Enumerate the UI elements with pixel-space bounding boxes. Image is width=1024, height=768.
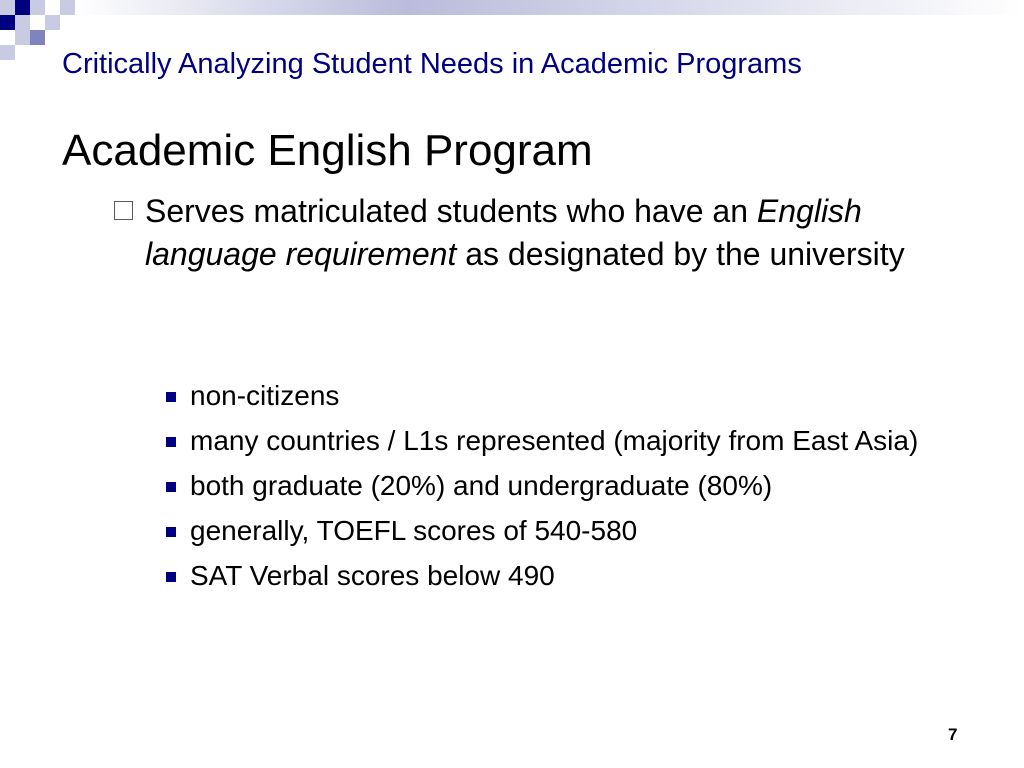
sub-bullet-list xyxy=(166,377,956,602)
main-text-emphasis: English language requirement xyxy=(145,193,862,272)
square-bullet-icon xyxy=(166,482,176,492)
deco-square xyxy=(0,15,15,30)
list-item-text: non-citizens xyxy=(190,380,340,411)
deco-square xyxy=(30,30,45,45)
page-number: 7 xyxy=(948,725,958,744)
list-item xyxy=(166,422,956,460)
square-bullet-icon xyxy=(166,392,176,402)
list-item-text: SAT Verbal scores below 490 xyxy=(190,560,555,591)
list-item xyxy=(166,467,956,505)
deco-square xyxy=(0,45,15,60)
list-item-text: both graduate (20%) and undergraduate (80%) xyxy=(190,470,773,501)
hollow-square-bullet-icon xyxy=(114,201,133,220)
main-bullet-point xyxy=(114,190,964,276)
square-bullet-icon xyxy=(166,437,176,447)
main-text-before: Serves matriculated students who have an xyxy=(145,193,757,229)
slide-heading: Academic English Program xyxy=(62,126,593,175)
main-text-after: as designated by the university xyxy=(456,236,905,272)
deco-square xyxy=(15,15,30,30)
deco-square xyxy=(0,0,15,15)
deco-square xyxy=(30,0,45,15)
deco-square xyxy=(15,0,30,15)
deco-square xyxy=(45,15,60,30)
square-bullet-icon xyxy=(166,527,176,537)
deco-square xyxy=(60,0,75,15)
top-gradient-bar xyxy=(75,0,1024,15)
main-bullet-text xyxy=(145,190,964,276)
list-item xyxy=(166,557,956,595)
list-item-text: many countries / L1s represented (majority from East Asia) xyxy=(190,425,919,456)
square-bullet-icon xyxy=(166,572,176,582)
slide-title: Critically Analyzing Student Needs in Academic Programs xyxy=(62,48,802,80)
list-item-text: generally, TOEFL scores of 540-580 xyxy=(190,515,638,546)
deco-square xyxy=(15,30,30,45)
list-item xyxy=(166,512,956,550)
list-item xyxy=(166,377,956,415)
